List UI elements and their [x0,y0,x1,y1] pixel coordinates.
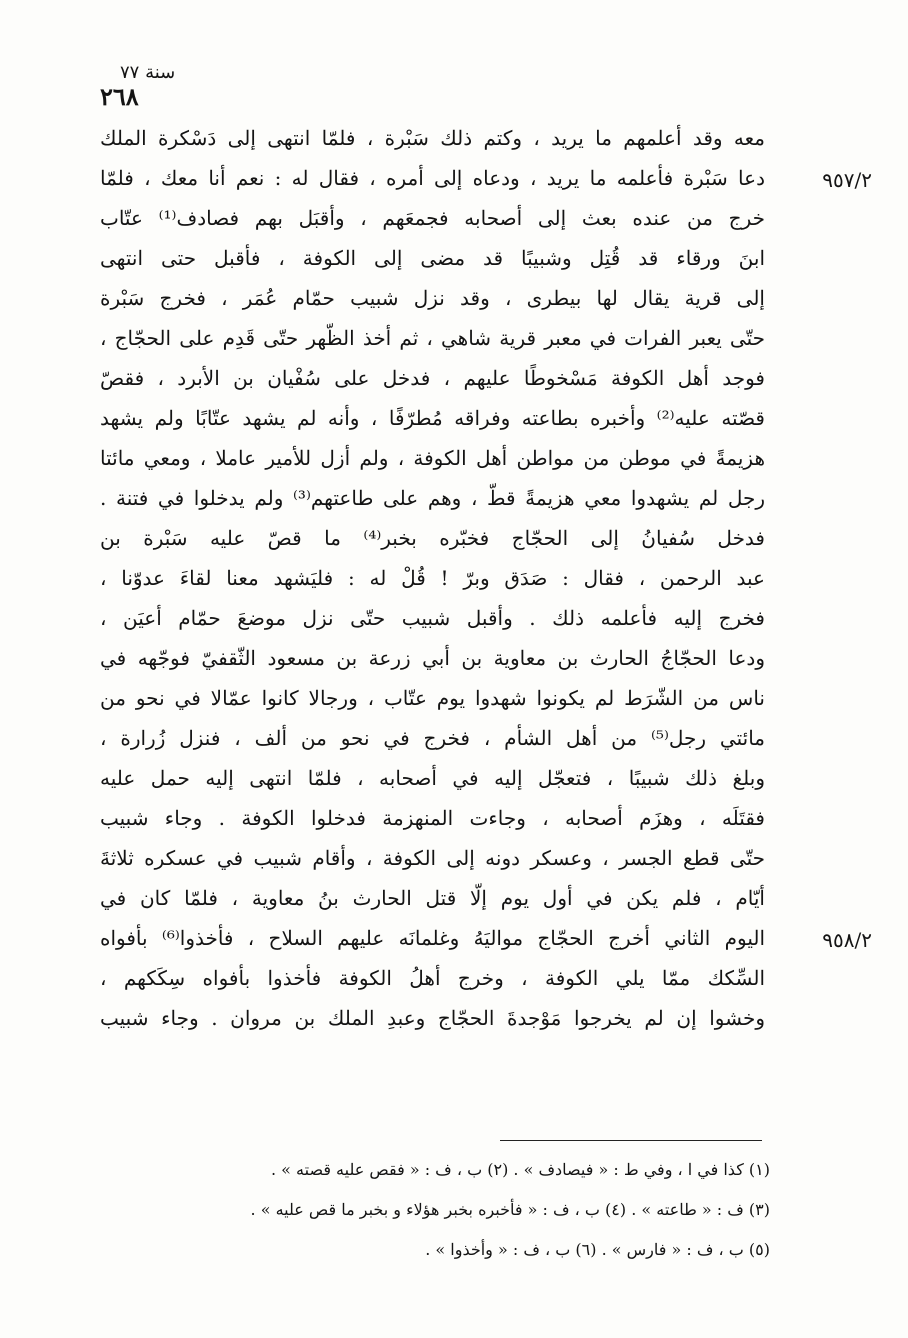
text-line: وخشوا إن لم يخرجوا مَوْجدةَ الحجّاج وعبدِ الملك بن مروان . وجاء شبيب [100,1006,765,1030]
text-line: ودعا الحجّاجُ الحارث بن معاوية بن أبي زرعة بن مسعود الثّقفيّ فوجّهه في [100,646,765,670]
footnote-line: (١) كذا في ا ، وفي ط : « فيصادف » . (٢) ب ، ف : « فقص عليه قصته » . [270,1160,770,1179]
footnote-line: (٥) ب ، ف : « فارس » . (٦) ب ، ف : « وأخذوا » . [425,1240,770,1259]
text-line: هزيمةً في موطن من مواطن أهل الكوفة ، ولم أزل للأمير عاملا ، ومعي مائتا [100,446,765,470]
text-line: حتّى يعبر الفرات في معبر قرية شاهي ، ثم أخذ الظّهر حتّى قَدِم على الحجّاج ، [100,326,765,350]
text-line: دعا سَبْرة فأعلمه ما يريد ، ودعاه إلى أمره ، فقال له : نعم أنا معك ، فلمّا [100,166,765,190]
margin-reference: ٩٥٧/٢ [822,168,872,192]
text-line: أيّام ، فلم يكن في أول يوم إلّا قتل الحارث بنُ معاوية ، فلمّا كان في [100,886,765,910]
text-line: فوجد أهل الكوفة مَسْخوطًا عليهم ، فدخل على سُفْيان بن الأبرد ، فقصّ [100,366,765,390]
text-line: مائتي رجل⁽⁵⁾ من أهل الشأم ، فخرج في نحو من ألف ، فنزل زُرارة ، [100,726,765,750]
text-line: اليوم الثاني أخرج الحجّاج مواليَهُ وغلمانَه عليهم السلاح ، فأخذوا⁽⁶⁾ بأفواه [100,926,765,950]
text-line: حتّى قطع الجسر ، وعسكر دونه إلى الكوفة ، وأقام شبيب في عسكره ثلاثةَ [100,846,765,870]
text-line: إلى قرية يقال لها بيطرى ، وقد نزل شبيب حمّام عُمَر ، فخرج سَبْرة [100,286,765,310]
footnote-rule [500,1140,762,1141]
text-line: خرج من عنده بعث إلى أصحابه فجمعَهم ، وأقبَل بهم فصادف⁽¹⁾ عتّاب [100,206,765,230]
text-line: السِّكك ممّا يلي الكوفة ، وخرج أهلُ الكوفة فأخذوا بأفواه سِكَكهم ، [100,966,765,990]
text-line: عبد الرحمن ، فقال : صَدَق وبرّ ! قُلْ له : فليَشهد معنا لقاءَ عدوّنا ، [100,566,765,590]
text-line: فقتَلَه ، وهزَم أصحابه ، وجاءت المنهزمة فدخلوا الكوفة . وجاء شبيب [100,806,765,830]
text-line: وبلغ ذلك شبيبًا ، فتعجّل إليه في أصحابه ، فلمّا انتهى إليه حمل عليه [100,766,765,790]
footnote-line: (٣) ف : « طاعته » . (٤) ب ، ف : « فأخبره بخبر هؤلاء و بخبر ما قص عليه » . [250,1200,770,1219]
main-text [100,118,765,1038]
text-line: ناس من الشّرَط لم يكونوا شهدوا يوم عتّاب ، ورجالا كانوا عمّالا في نحو من [100,686,765,710]
text-line: فخرج إليه فأعلمه ذلك . وأقبل شبيب حتّى نزل موضعَ حمّام أعيَن ، [100,606,765,630]
page-number: ٢٦٨ [100,82,139,111]
footnotes [230,1150,770,1270]
text-line: ابنَ ورقاء قد قُتِل وشبيبًا قد مضى إلى الكوفة ، فأقبل حتى انتهى [100,246,765,270]
text-line: معه وقد أعلمهم ما يريد ، وكتم ذلك سَبْرة ، فلمّا انتهى إلى دَسْكرة الملك [100,126,765,150]
margin-reference: ٩٥٨/٢ [822,928,872,952]
text-line: فدخل سُفيانُ إلى الحجّاج فخبّره بخبر⁽⁴⁾ ما قصّ عليه سَبْرة بن [100,526,765,550]
text-line: قصّته عليه⁽²⁾ وأخبره بطاعته وفراقه مُطرّفًا ، وأنه لم يشهد عتّابًا ولم يشهد [100,406,765,430]
running-header-year: سنة ٧٧ [120,62,176,83]
text-line: رجل لم يشهدوا معي هزيمةً قطّ ، وهم على طاعتهم⁽³⁾ ولم يدخلوا في فتنة . [100,486,765,510]
